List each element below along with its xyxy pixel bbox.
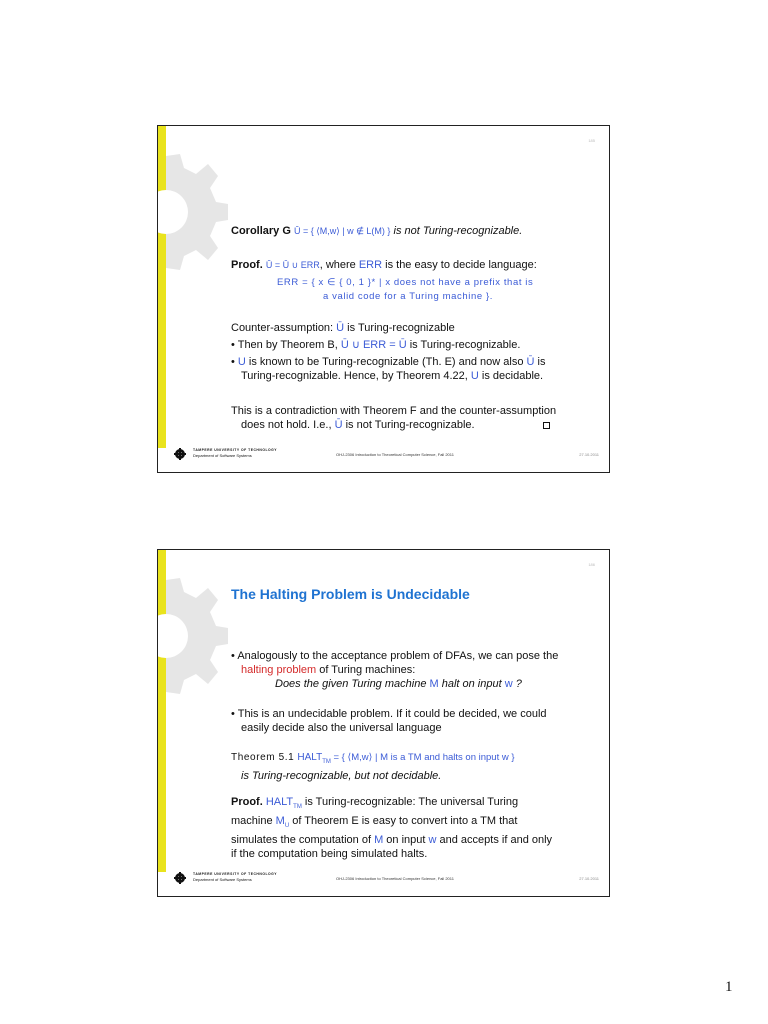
q-mid: halt on input: [438, 678, 505, 690]
bullet2-part3: is decidable.: [478, 370, 544, 382]
bullet2-part2: is Turing-recognizable. Hence, by Theorem 4.22,: [241, 356, 546, 382]
b1-pre: Analogously to the acceptance problem of DFAs, we can pose the: [237, 650, 559, 662]
theorem-halt-sub: TM: [322, 759, 331, 766]
counter-ubar: Ū: [336, 322, 345, 334]
conclusion-pre: does not hold. I.e.,: [241, 419, 335, 431]
theorem-5-1: [231, 750, 610, 783]
slide-footer: [174, 872, 599, 886]
footer-university: TAMPERE UNIVERSITY OF TECHNOLOGY: [193, 872, 278, 876]
bullet2-u: U: [237, 356, 246, 368]
proof-part2: of Theorem E is easy to convert into a TM that simulates the computation of: [231, 815, 518, 847]
err-definition-line2: a valid code for a Turing machine }.: [323, 291, 493, 302]
footer-department: Department of Software Systems: [193, 453, 252, 458]
proof-equation: Ū = Ū ∪ ERR: [265, 260, 320, 270]
bullet-halting-problem: • Analogously to the acceptance problem of DFAs, we can pose the halting problem of Turing machines:: [231, 650, 559, 676]
footer-course: OHJ-2306 Introduction to Theoretical Computer Science, Fall 2011: [336, 452, 454, 457]
conclusion: [231, 404, 610, 432]
slide-number: 185: [588, 138, 595, 143]
bullet-theorem-b: • Then by Theorem B, Ū ∪ ERR = Ū is Turing-recognizable.: [231, 339, 521, 351]
halting-proof: [231, 795, 553, 861]
bullet1-post: is Turing-recognizable.: [406, 339, 521, 351]
proof-mu: M: [275, 815, 285, 828]
theorem-statement: is Turing-recognizable, but not decidable.: [241, 770, 442, 783]
university-logo-icon: [174, 448, 186, 460]
page-number: 1: [725, 979, 733, 995]
corollary-label: Corollary G: [231, 225, 291, 237]
proof-part1: is Turing-recognizable: The universal Turing machine: [231, 796, 519, 828]
proof-mu-sub: U: [284, 823, 290, 830]
gear-icon: [158, 570, 228, 700]
slide-footer: [174, 448, 599, 462]
slide-1: [157, 125, 610, 473]
counter-post: is Turing-recognizable: [344, 322, 455, 334]
theorem-halt: HALT: [297, 752, 323, 763]
slide-title: The Halting Problem is Undecidable: [231, 586, 470, 602]
qed-square-icon: [543, 422, 550, 429]
proof-w: w: [428, 834, 437, 847]
university-logo-icon: [174, 872, 186, 884]
bullet2-part1: is known to be Turing-recognizable (Th. E) and now also: [245, 356, 527, 368]
footer-date: 27.10.2011: [579, 876, 599, 881]
footer-department: Department of Software Systems: [193, 877, 252, 882]
b2-text: This is an undecidable problem. If it could be decided, we could easily decide also the universal language: [237, 708, 547, 734]
bullet2-ubar: Ū: [526, 356, 535, 368]
err-definition-line1: ERR = { x ∈ { 0, 1 }* | x does not have a prefix that is: [277, 277, 534, 288]
b1-red: halting problem: [241, 664, 317, 676]
bullet-u-decidable: • U is known to be Turing-recognizable (Th. E) and now also Ū is Turing-recognizable. Hence, by Theorem 4.22, U is decidable.: [231, 356, 546, 382]
halting-question: [275, 677, 522, 691]
slide-2: [157, 549, 610, 897]
q-post: ?: [515, 678, 522, 690]
proof-part4: and accepts if and only if the computation being simulated halts.: [231, 834, 553, 861]
proof-m: M: [374, 834, 384, 847]
proof-part3: on input: [383, 834, 429, 847]
proof-halt: HALT: [265, 796, 294, 808]
proof-mid: , where: [319, 259, 359, 271]
proof-tail: is the easy to decide language:: [382, 259, 537, 271]
gear-icon: [158, 146, 228, 276]
conclusion-ubar: Ū: [334, 419, 343, 431]
b1-post: of Turing machines:: [316, 664, 416, 676]
conclusion-line2: [231, 418, 610, 432]
footer-date: 27.10.2011: [579, 452, 599, 457]
bullet2-u2: U: [470, 370, 479, 382]
slide-number: 186: [588, 562, 595, 567]
q-w: w: [504, 678, 513, 690]
proof-label: Proof.: [231, 259, 263, 271]
q-pre: Does the given Turing machine: [275, 678, 430, 690]
theorem-set: = { ⟨M,w⟩ | M is a TM and halts on input w }: [330, 752, 515, 763]
conclusion-line1: This is a contradiction with Theorem F and the counter-assumption: [231, 405, 557, 417]
bullet1-pre: Then by Theorem B,: [237, 339, 341, 351]
proof-halt-sub: TM: [293, 804, 302, 811]
proof-label: Proof.: [231, 796, 263, 808]
footer-course: OHJ-2306 Introduction to Theoretical Computer Science, Fall 2011: [336, 876, 454, 881]
corollary-statement: is not Turing-recognizable.: [393, 225, 523, 237]
footer-university: TAMPERE UNIVERSITY OF TECHNOLOGY: [193, 448, 278, 452]
counter-pre: Counter-assumption:: [231, 322, 337, 334]
q-m: M: [429, 678, 439, 690]
conclusion-post: is not Turing-recognizable.: [342, 419, 475, 431]
proof-err: ERR: [358, 259, 383, 271]
counter-assumption: [231, 321, 610, 335]
bullet-undecidable: • This is an undecidable problem. If it could be decided, we could easily decide also the universal language: [231, 708, 547, 734]
proof: [231, 258, 610, 272]
corollary: [231, 224, 610, 238]
theorem-label: Theorem 5.1: [231, 752, 295, 763]
bullet1-expr: Ū ∪ ERR = Ū: [340, 339, 407, 351]
corollary-set: Ū = { ⟨M,w⟩ | w ∉ L(M) }: [293, 226, 391, 236]
